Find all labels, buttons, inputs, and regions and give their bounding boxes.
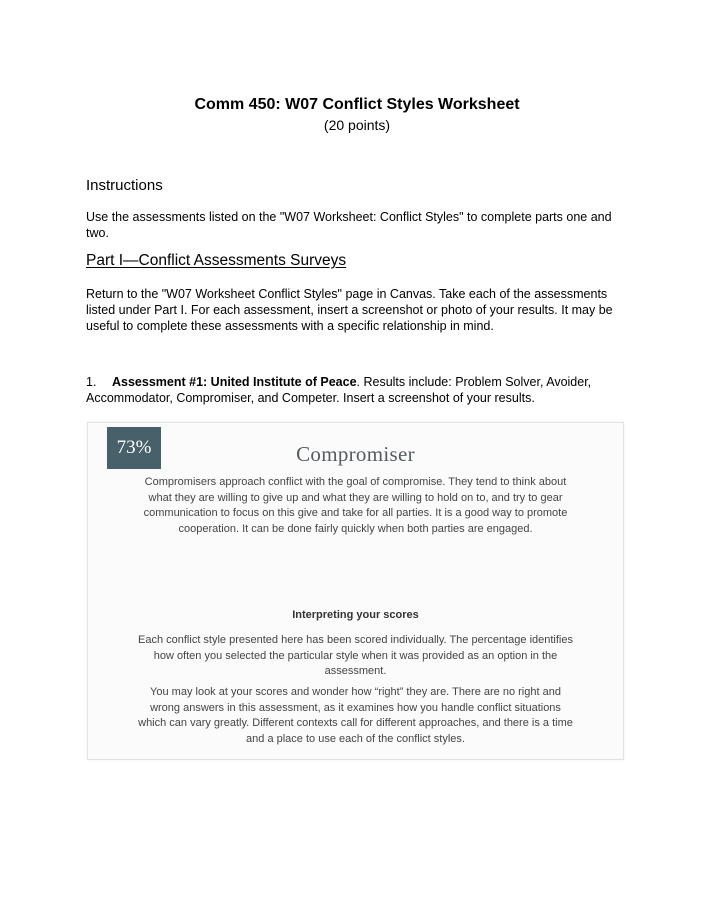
page-title: Comm 450: W07 Conflict Styles Worksheet — [194, 96, 520, 113]
item-label: Assessment #1: United Institute of Peace — [112, 375, 357, 389]
points-subtitle: (20 points) — [323, 117, 391, 133]
instructions-paragraph: Use the assessments listed on the "W07 Worksheet: Conflict Styles" to complete parts one and two. — [86, 210, 612, 240]
interpret-paragraph-2: You may look at your scores and wonder how “right” they are. There are no right and wrong answers in this assessment, as it examines how you handle conflict situations which can vary greatly. Different contexts call for different approaches, and there is a time and a place to use each of the conflict styles. — [138, 686, 573, 745]
result-description: Compromisers approach conflict with the goal of compromise. They tend to think about what they are willing to give up and what they are willing to hold on to, and try to gear communication to focus on this give and take for all parties. It is a good way to promote cooperation. It can be done fairly quickly when both parties are engaged. — [143, 476, 568, 535]
results-screenshot — [87, 422, 624, 760]
item-number: 1. — [86, 375, 97, 389]
instructions-heading: Instructions — [86, 177, 163, 194]
part1-paragraph: Return to the "W07 Worksheet Conflict Styles" page in Canvas. Take each of the assessments listed under Part I. For each assessment, insert a screenshot or photo of your results. It may be useful to complete these assessments with a specific relationship in mind. — [86, 287, 613, 333]
part1-heading: Part I—Conflict Assessments Surveys — [86, 252, 347, 269]
result-title: Compromiser — [296, 442, 415, 466]
assessment-item-1 — [86, 374, 634, 406]
score-badge: 73% — [107, 427, 161, 469]
interpret-paragraph-1: Each conflict style presented here has been scored individually. The percentage identifies how often you selected the particular style when it was provided as an option in the assessment. — [138, 634, 573, 677]
item-text: . Results include: Problem Solver, Avoider, Accommodator, Compromiser, and Competer. Insert a screenshot of your results. — [86, 375, 592, 405]
interpret-heading: Interpreting your scores — [292, 609, 419, 621]
